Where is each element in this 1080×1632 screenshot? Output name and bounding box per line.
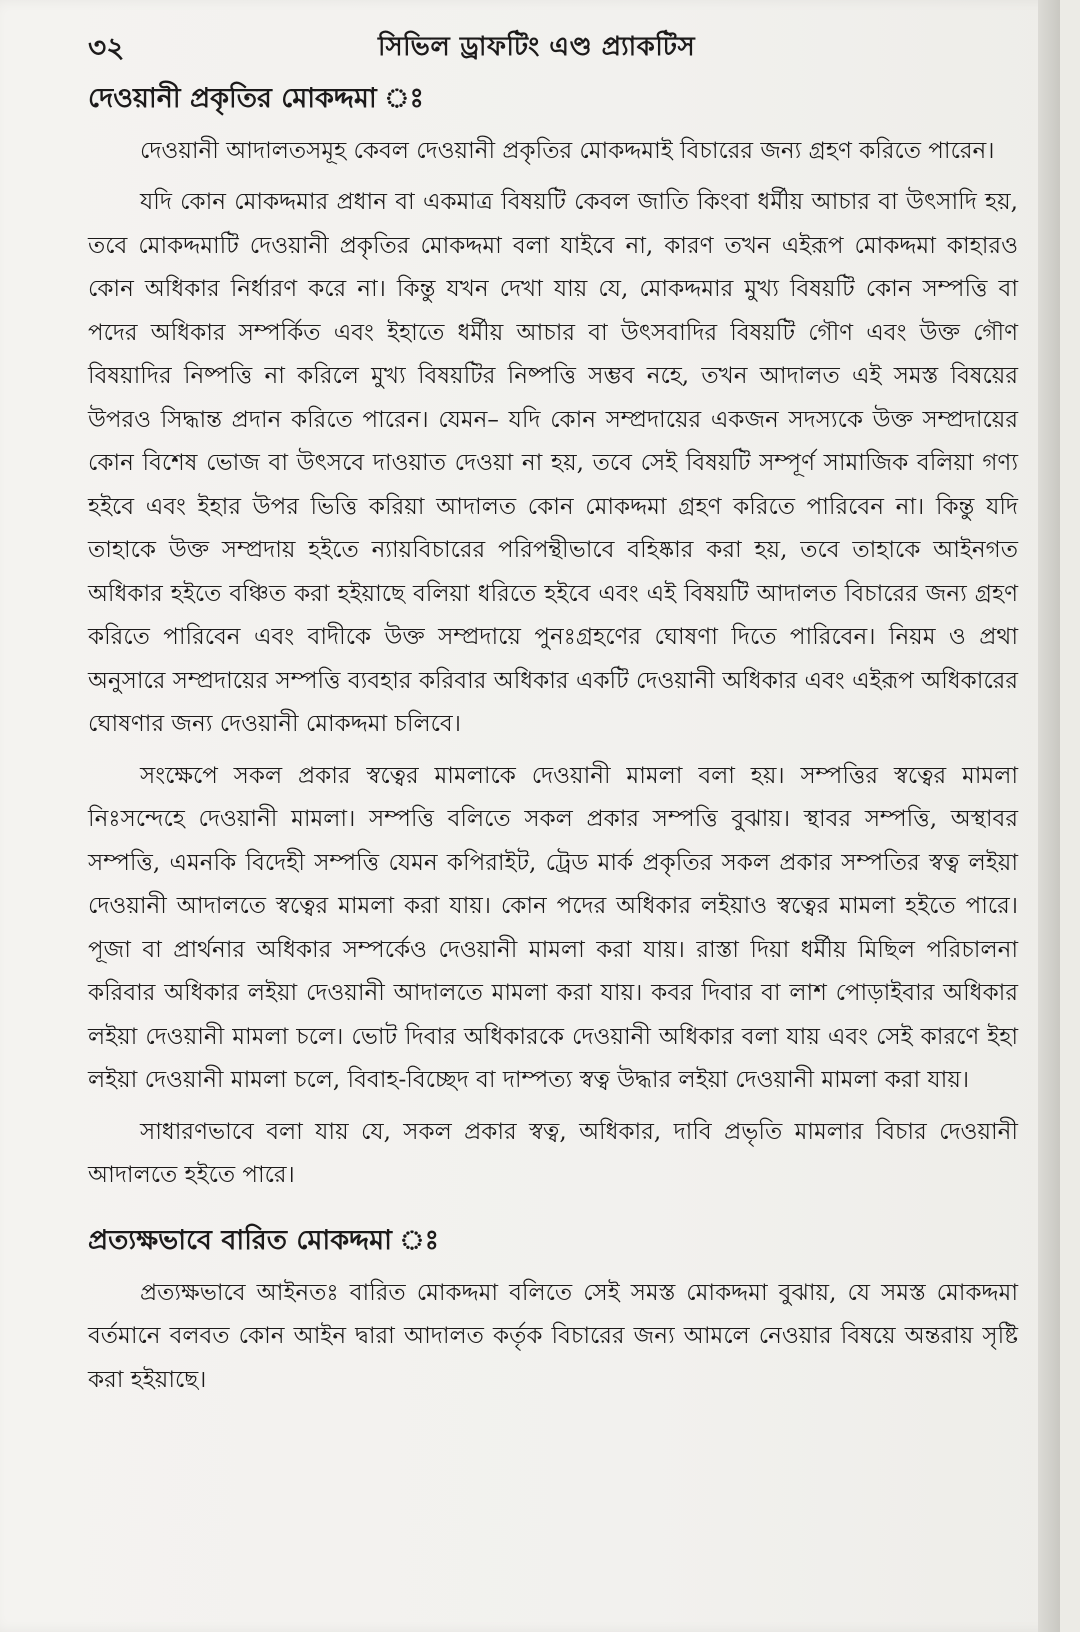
paragraph: যদি কোন মোকদ্দমার প্রধান বা একমাত্র বিষয়টি কেবল জাতি কিংবা ধর্মীয় আচার বা উৎসাদি হয়, তবে মোকদ্দমাটি দেওয়ানী প্রকৃতির মোকদ্দমা বলা যাইবে না, কারণ তখন এইরূপ মোকদ্দমা কাহারও কোন অধিকার নির্ধারণ করে না। কিন্তু যখন দেখা যায় যে, মোকদ্দমার মুখ্য বিষয়টি কোন সম্পত্তি বা পদের অধিকার সম্পর্কিত এবং ইহাতে ধর্মীয় আচার বা উৎসবাদির বিষয়টি গৌণ এবং উক্ত গৌণ বিষয়াদির নিষ্পত্তি না করিলে মুখ্য বিষয়টির নিষ্পত্তি সম্ভব নহে, তখন আদালত এই সমস্ত বিষয়ের উপরও সিদ্ধান্ত প্রদান করিতে পারেন। যেমন– যদি কোন সম্প্রদায়ের একজন সদস্যকে উক্ত সম্প্রদায়ের কোন বিশেষ ভোজ বা উৎসবে দাওয়াত দেওয়া না হয়, তবে সেই বিষয়টি সম্পূর্ণ সামাজিক বলিয়া গণ্য হইবে এবং ইহার উপর ভিত্তি করিয়া আদালত কোন মোকদ্দমা গ্রহণ করিতে পারিবেন না। কিন্তু যদি তাহাকে উক্ত সম্প্রদায় হইতে ন্যায়বিচারের পরিপন্থীভাবে বহিষ্কার করা হয়, তবে তাহাকে আইনগত অধিকার হইতে বঞ্চিত করা হইয়াছে বলিয়া ধরিতে হইবে এবং এই বিষয়টি আদালত বিচারের জন্য গ্রহণ করিতে পারিবেন এবং বাদীকে উক্ত সম্প্রদায়ে পুনঃগ্রহণের ঘোষণা দিতে পারিবেন। নিয়ম ও প্রথা অনুসারে সম্প্রদায়ের সম্পত্তি ব্যবহার করিবার অধিকার একটি দেওয়ানী অধিকার এবং এইরূপ অধিকারের ঘোষণার জন্য দেওয়ানী মোকদ্দমা চলিবে। — [88, 189, 1018, 738]
paragraph: দেওয়ানী আদালতসমূহ কেবল দেওয়ানী প্রকৃতির মোকদ্দমাই বিচারের জন্য গ্রহণ করিতে পারেন। — [140, 137, 995, 164]
paragraph: সাধারণভাবে বলা যায় যে, সকল প্রকার স্বত্ব, অধিকার, দাবি প্রভৃতি মামলার বিচার দেওয়ানী আদালতে হইতে পারে। — [88, 1118, 1018, 1189]
page-content — [88, 74, 1018, 1410]
paragraph: সংক্ষেপে সকল প্রকার স্বত্বের মামলাকে দেওয়ানী মামলা বলা হয়। সম্পত্তির স্বত্বের মামলা নিঃসন্দেহে দেওয়ানী মামলা। সম্পত্তি বলিতে সকল প্রকার সম্পত্তি বুঝায়। স্থাবর সম্পত্তি, অস্থাবর সম্পত্তি, এমনকি বিদেহী সম্পত্তি যেমন কপিরাইট, ট্রেড মার্ক প্রকৃতির সকল প্রকার সম্পতির স্বত্ব লইয়া দেওয়ানী আদালতে স্বত্বের মামলা করা যায়। কোন পদের অধিকার লইয়াও স্বত্বের মামলা হইতে পারে। পূজা বা প্রার্থনার অধিকার সম্পর্কেও দেওয়ানী মামলা করা যায়। রাস্তা দিয়া ধর্মীয় মিছিল পরিচালনা করিবার অধিকার লইয়া দেওয়ানী আদালতে মামলা করা যায়। কবর দিবার বা লাশ পোড়াইবার অধিকার লইয়া দেওয়ানী মামলা চলে। ভোট দিবার অধিকারকে দেওয়ানী অধিকার বলা যায় এবং সেই কারণে ইহা লইয়া দেওয়ানী মামলা চলে, বিবাহ-বিচ্ছেদ বা দাম্পত্য স্বত্ব উদ্ধার লইয়া দেওয়ানী মামলা করা যায়। — [88, 762, 1018, 1094]
page-edge — [1038, 0, 1060, 1632]
section-civil-suits — [88, 80, 1018, 1198]
page-number: ৩২ — [88, 31, 125, 64]
running-head — [88, 22, 1018, 62]
book-title: সিভিল ড্রাফটিং এণ্ড প্র্যাকটিস — [378, 32, 696, 62]
paragraph: প্রত্যক্ষভাবে আইনতঃ বারিত মোকদ্দমা বলিতে সেই সমস্ত মোকদ্দমা বুঝায়, যে সমস্ত মোকদ্দমা বর্তমানে বলবত কোন আইন দ্বারা আদালত কর্তৃক বিচারের জন্য আমলে নেওয়ার বিষয়ে অন্তরায় সৃষ্টি করা হইয়াছে। — [88, 1279, 1018, 1393]
section-barred-suits — [88, 1222, 1018, 1402]
section-heading: দেওয়ানী প্রকৃতির মোকদ্দমা ঃ — [88, 83, 424, 114]
section-heading: প্রত্যক্ষভাবে বারিত মোকদ্দমা ঃ — [88, 1224, 440, 1256]
